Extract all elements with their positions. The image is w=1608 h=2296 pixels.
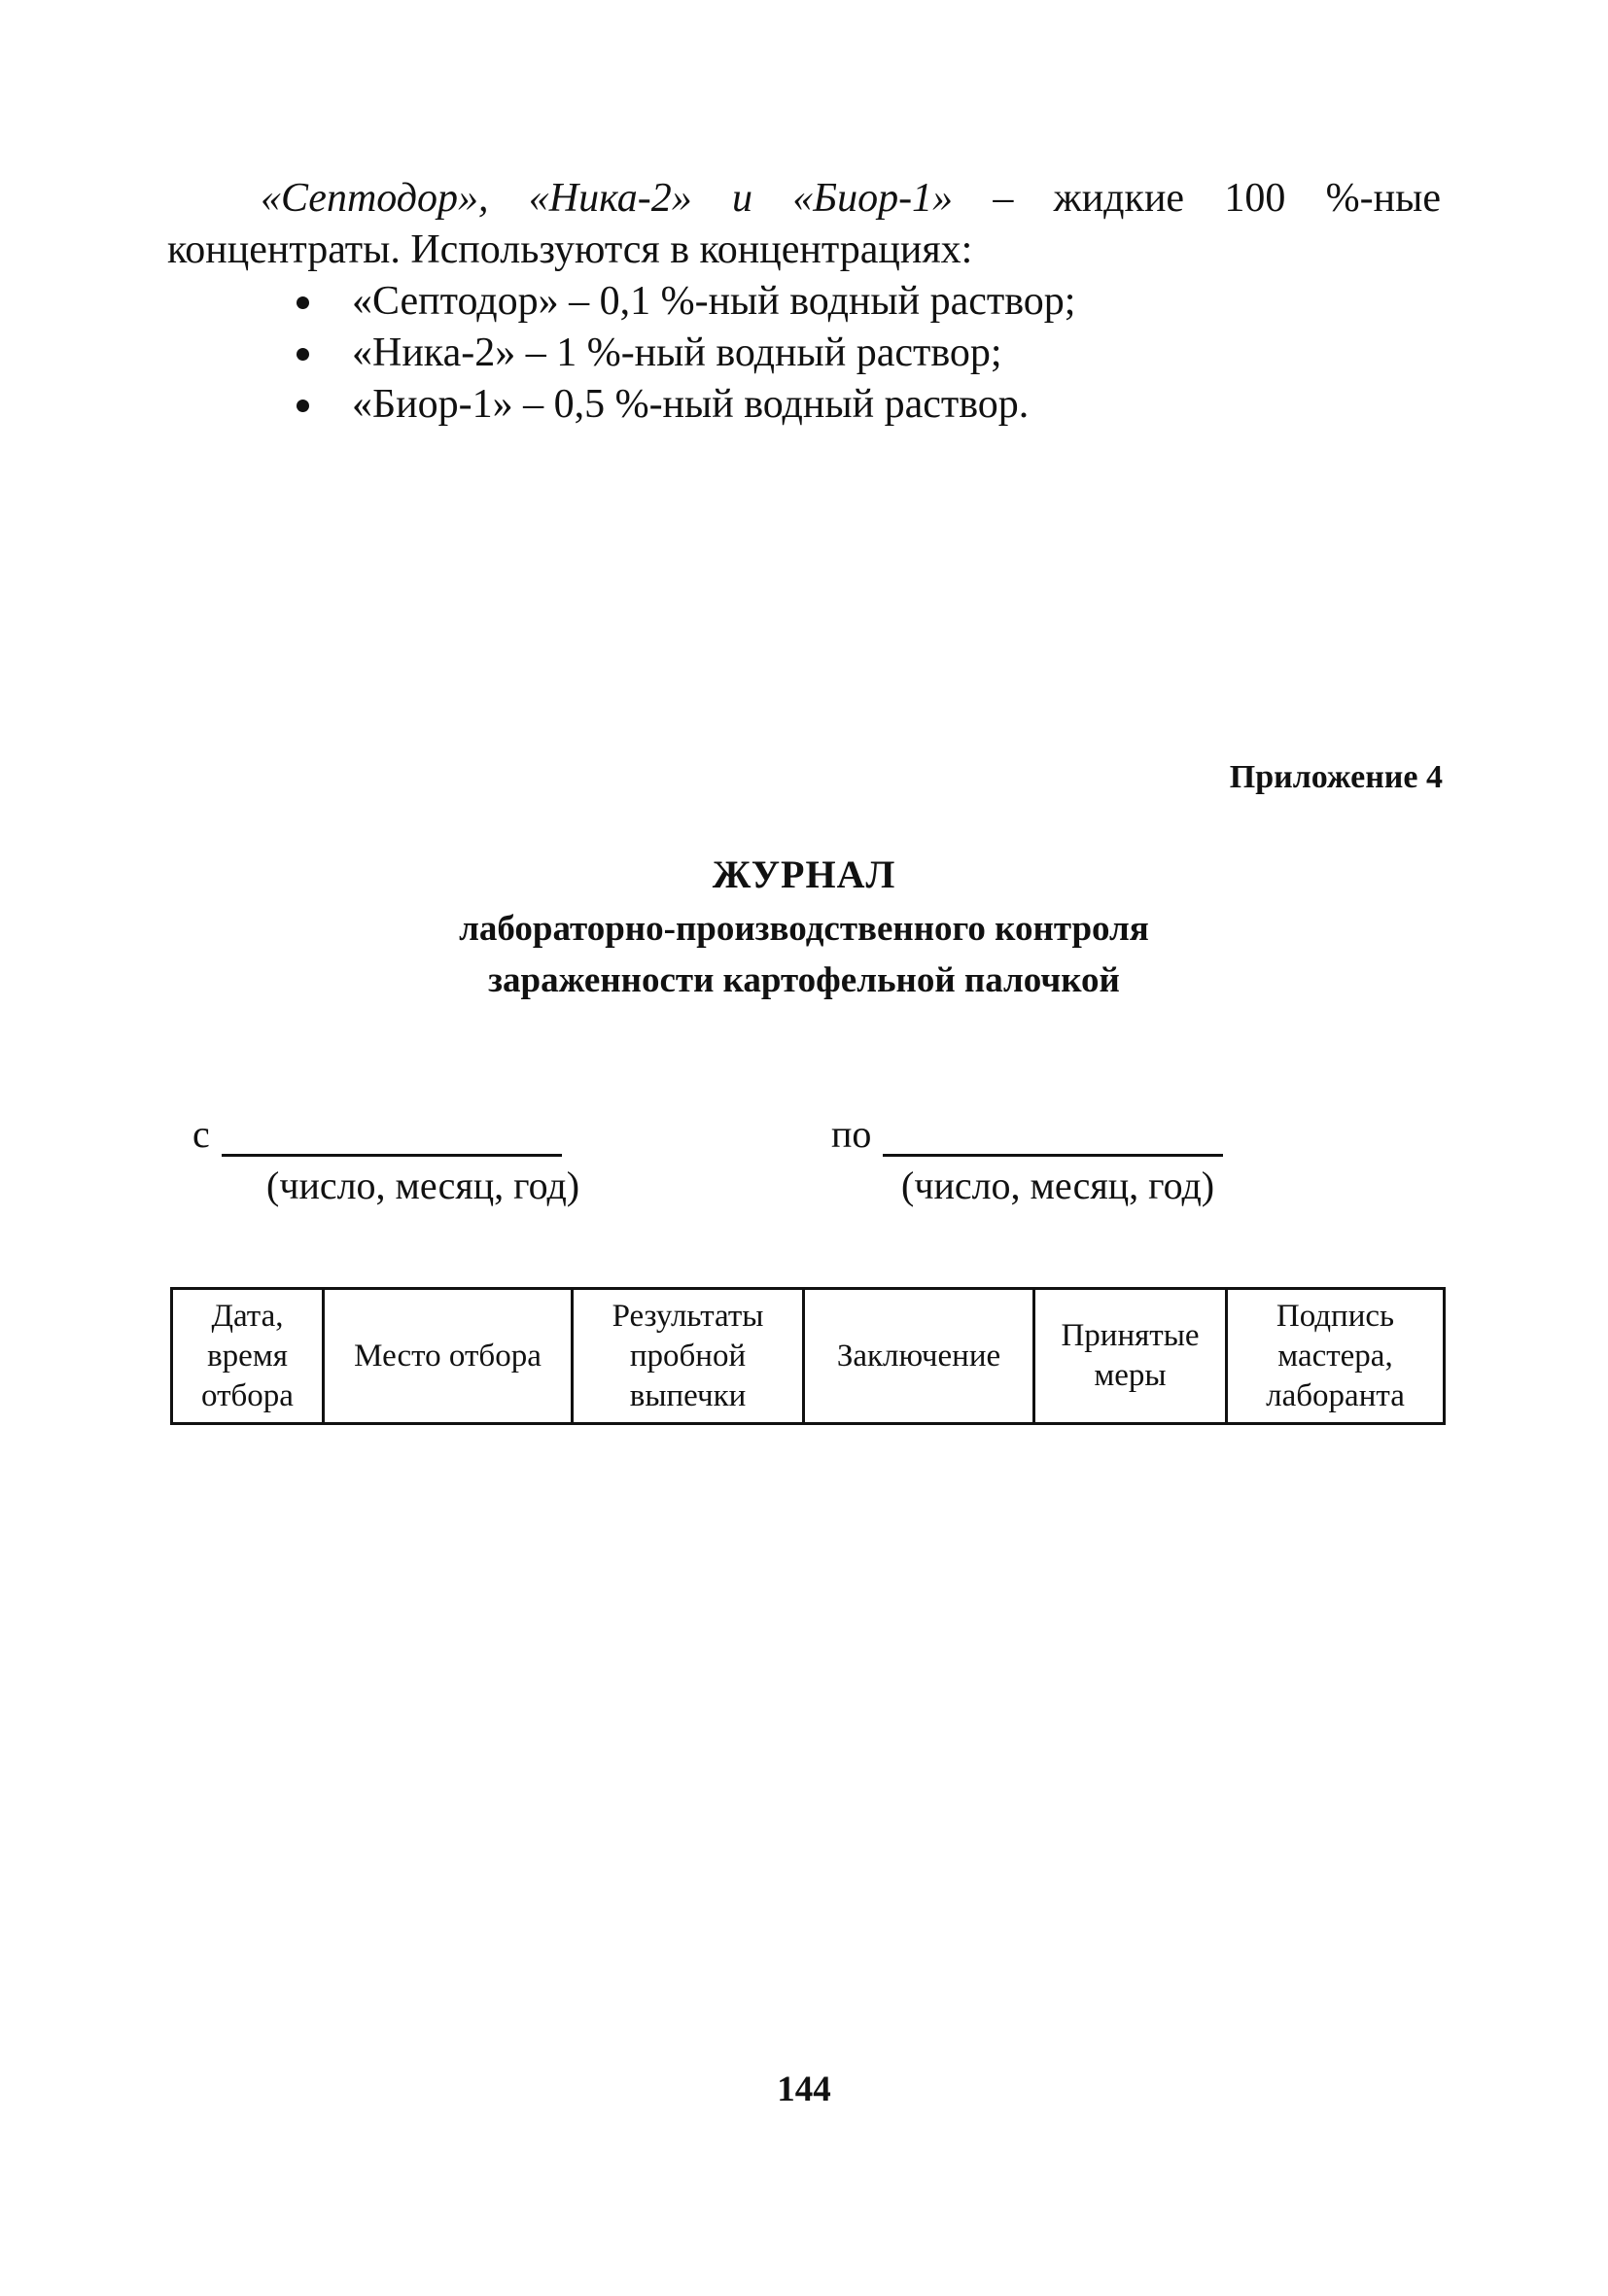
appendix-label: Приложение 4	[1229, 759, 1443, 795]
title-main: ЖУРНАЛ	[712, 852, 896, 896]
intro-section	[167, 173, 1441, 431]
period-to-hint: (число, месяц, год)	[901, 1164, 1215, 1207]
period-from	[192, 1108, 579, 1211]
table-header-row	[172, 1289, 1445, 1424]
period-from-blank[interactable]	[222, 1119, 562, 1157]
header-date-time: Дата, время отбора	[172, 1289, 324, 1424]
journal-title	[167, 847, 1441, 1006]
journal-table	[170, 1287, 1446, 1425]
title-line-2: зараженности картофельной палочкой	[488, 960, 1120, 1000]
period-from-label: с	[192, 1112, 210, 1156]
period-from-hint: (число, месяц, год)	[266, 1164, 580, 1207]
list-item: «Септодор» – 0,1 %-ный водный раствор;	[167, 276, 1441, 328]
intro-paragraph	[167, 173, 1441, 276]
intro-text: – жидкие 100 %-ные концентраты. Используются в концентрациях:	[167, 176, 1441, 272]
header-signature: Подпись мастера, лаборанта	[1227, 1289, 1445, 1424]
title-line-1: лабораторно-производственного контроля	[459, 909, 1149, 949]
period-to-blank[interactable]	[883, 1119, 1223, 1157]
header-sampling-place: Место отбора	[324, 1289, 573, 1424]
page-number: 144	[777, 2070, 831, 2109]
list-item: «Биор-1» – 0,5 %-ный водный раствор.	[167, 379, 1441, 431]
header-measures-taken: Принятые меры	[1034, 1289, 1227, 1424]
header-conclusion: Заключение	[804, 1289, 1034, 1424]
drug-names: «Септодор», «Ника-2» и «Биор-1»	[261, 176, 954, 221]
concentration-list	[167, 276, 1441, 431]
header-test-baking-results: Результаты пробной выпечки	[573, 1289, 804, 1424]
period-to-label: по	[831, 1112, 872, 1156]
list-item: «Ника-2» – 1 %-ный водный раствор;	[167, 328, 1441, 379]
period-to	[831, 1108, 1223, 1211]
